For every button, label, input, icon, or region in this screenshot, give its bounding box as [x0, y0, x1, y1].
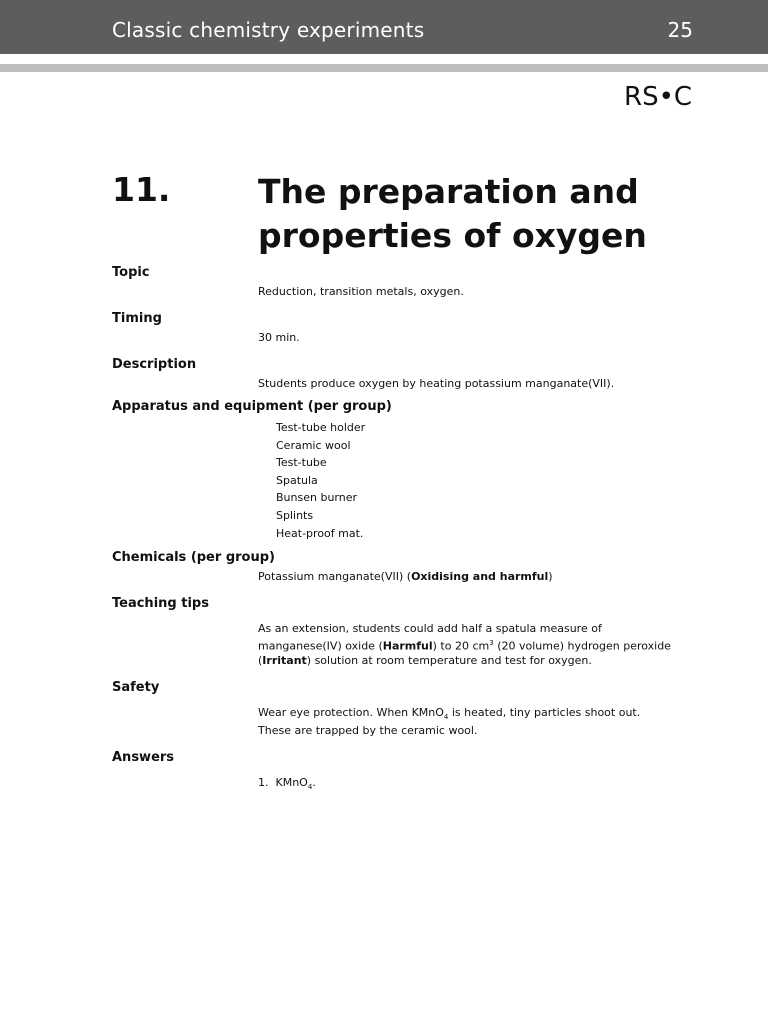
running-header	[0, 0, 768, 54]
section-description	[112, 357, 672, 391]
list-item: Spatula	[276, 473, 318, 487]
section-safety	[112, 680, 672, 738]
hazard-label: Oxidising and harmful	[411, 570, 549, 584]
section-label: Topic	[112, 265, 150, 280]
section-topic	[112, 265, 672, 299]
section-apparatus	[112, 399, 672, 542]
section-label: Safety	[112, 679, 160, 695]
section-body: Reduction, transition metals, oxygen.	[258, 285, 464, 298]
section-body: Wear eye protection. When KMnO$_4$ is heated, tiny particles shoot out. These are trapped by the ceramic wool.	[258, 705, 641, 737]
running-header-title: Classic chemistry experiments	[112, 18, 425, 42]
list-item: Bunsen burner	[276, 491, 358, 505]
section-label: Answers	[112, 750, 175, 765]
section-teaching-tips	[112, 596, 672, 668]
section-body: Potassium manganate(VII) (Oxidising and harmful)	[258, 570, 553, 584]
apparatus-list	[276, 419, 672, 542]
list-item: Ceramic wool	[276, 438, 351, 452]
section-body: 1. KMnO$_4$.	[258, 776, 316, 792]
section-timing	[112, 311, 672, 345]
rsc-logo: RS•C	[624, 82, 693, 112]
hazard-label: Irritant	[262, 653, 307, 667]
section-body: 30 min.	[258, 331, 300, 344]
section-label: Teaching tips	[112, 596, 209, 612]
section-body: Students produce oxygen by heating potassium manganate(VII).	[258, 377, 615, 390]
page-number: 25	[667, 18, 693, 42]
section-body: As an extension, students could add half a spatula measure of manganese(IV) oxide (Harmful) to 20 $cm^3$ (20 volume) hydrogen peroxide (Irritant) solution at room temperature and test for oxygen.	[258, 622, 671, 667]
section-chemicals	[112, 550, 672, 584]
list-item: Splints	[276, 508, 314, 522]
section-label: Timing	[112, 311, 162, 326]
list-item: Test-tube	[276, 456, 327, 470]
list-item: Heat-proof mat.	[276, 526, 364, 540]
section-label: Description	[112, 357, 197, 372]
section-answers	[112, 750, 672, 794]
experiment-title: The preparation and properties of oxygen	[258, 172, 647, 255]
header-rule	[0, 64, 768, 72]
section-label: Apparatus and equipment (per group)	[112, 399, 392, 414]
section-label: Chemicals (per group)	[112, 550, 275, 566]
experiment-number: 11.	[112, 170, 171, 209]
experiment-content	[112, 265, 672, 794]
list-item: Test-tube holder	[276, 421, 366, 434]
hazard-label: Harmful	[382, 639, 433, 653]
